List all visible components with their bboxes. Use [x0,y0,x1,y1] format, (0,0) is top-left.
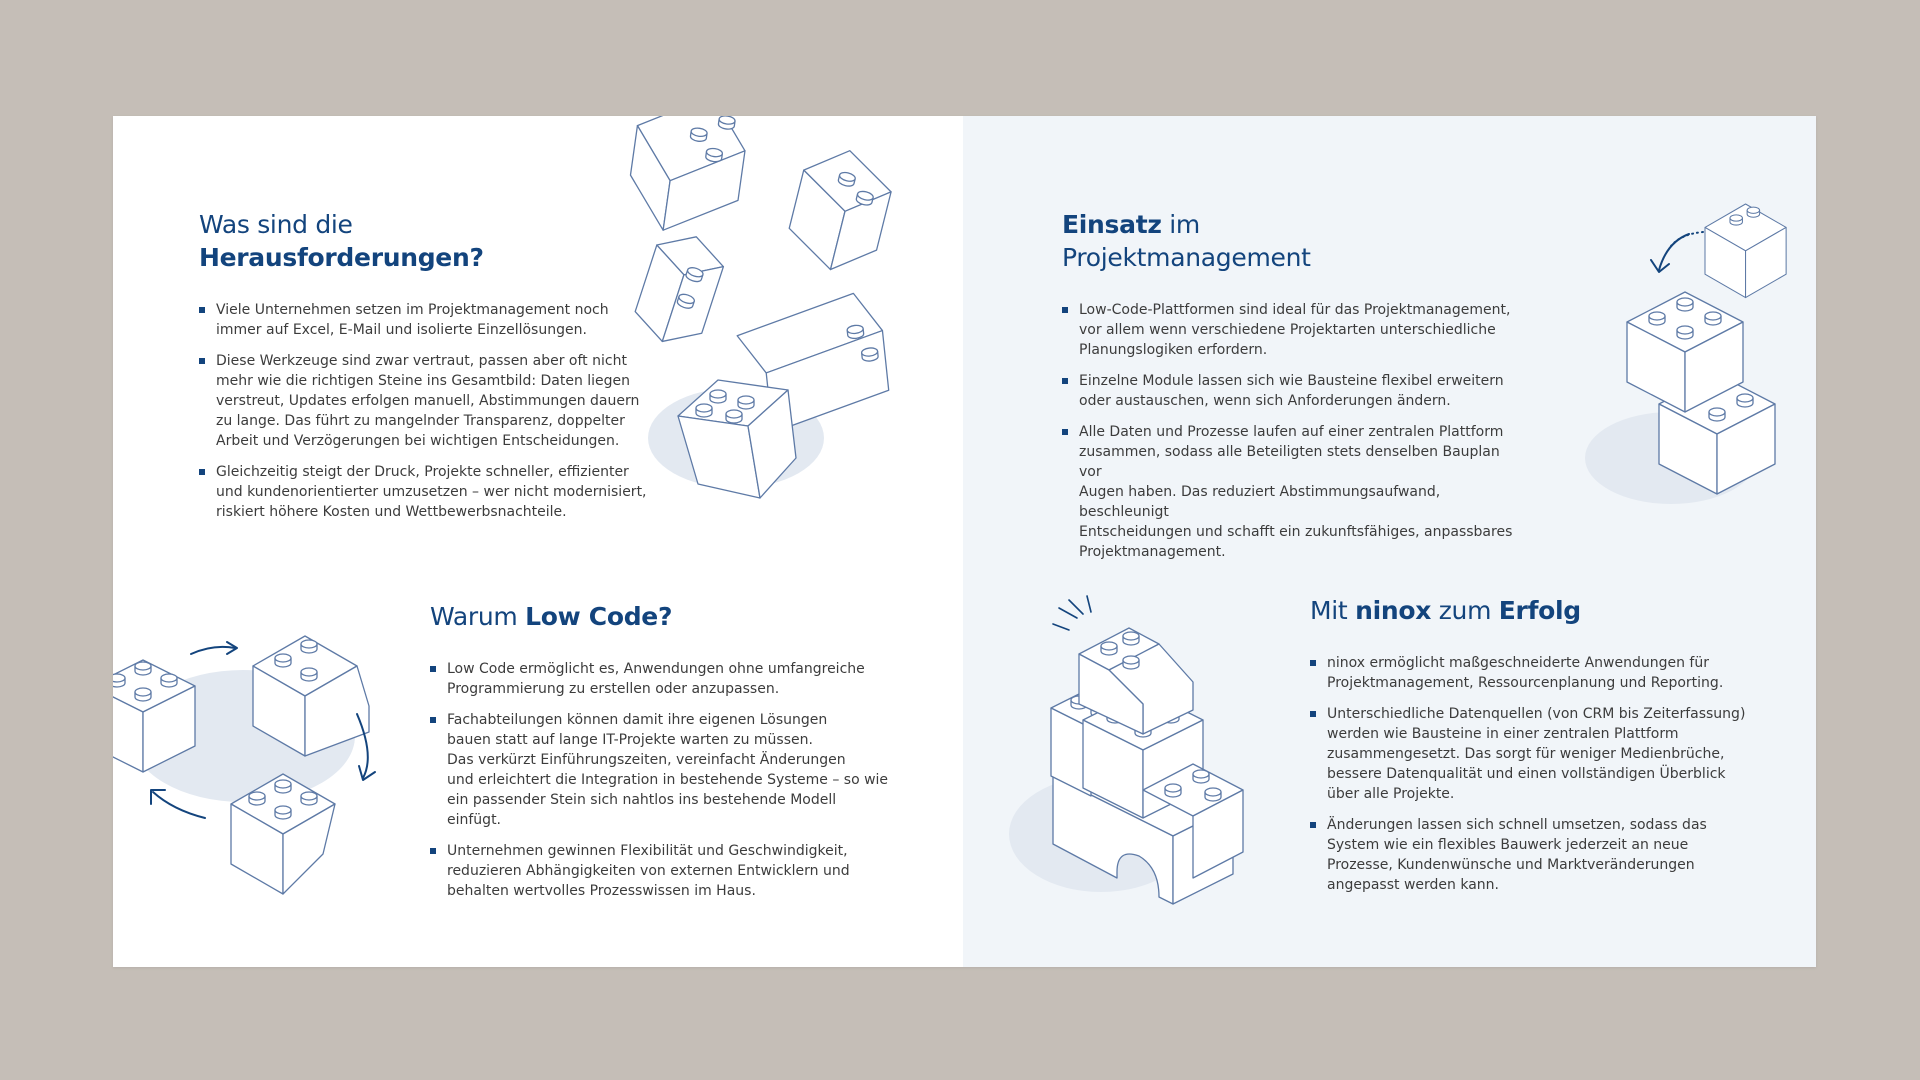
list-item: Unterschiedliche Datenquellen (von CRM bis Zeiterfassung) werden wie Bausteine in einer zentralen Plattform zusammengesetzt. Das sorgt für weniger Medienbrüche, bessere Datenqualität und einen vollständigen Überblick über alle Projekte. [1310,704,1780,804]
list-item: ninox ermöglicht maßgeschneiderte Anwendungen für Projektmanagement, Ressourcenplanung und Reporting. [1310,653,1780,693]
challenges-heading-bold: Herausforderungen? [199,243,484,272]
usage-heading [1062,208,1522,274]
lowcode-heading-light: Warum [430,602,518,631]
challenges-list [199,300,669,522]
list-item: Diese Werkzeuge sind zwar vertraut, passen aber oft nicht mehr wie die richtigen Steine ins Gesamtbild: Daten liegen verstreut, Updates erfolgen manuell, Abstimmungen dauern zu lange. Das führt zu mangelnder Transparenz, doppelter Arbeit und Verzögerungen bei wichtigen Entscheidungen. [199,351,669,451]
list-item: Low-Code-Plattformen sind ideal für das Projektmanagement, vor allem wenn verschiedene Projektarten unterschiedliche Planungslogiken erfordern. [1062,300,1522,360]
usage-heading-bold: Einsatz [1062,210,1162,239]
right-page [963,116,1816,967]
success-section [1310,594,1780,906]
lowcode-heading-bold: Low Code? [525,602,673,631]
usage-heading-light-2: Projektmanagement [1062,243,1311,272]
list-item: Viele Unternehmen setzen im Projektmanagement noch immer auf Excel, E-Mail und isolierte Einzellösungen. [199,300,669,340]
success-heading-light-2: zum [1438,596,1492,625]
usage-heading-light: im [1169,210,1200,239]
success-heading-brand: ninox [1355,596,1432,625]
challenges-heading [199,208,669,274]
success-heading-light: Mit [1310,596,1348,625]
usage-list [1062,300,1522,562]
lowcode-section [430,600,890,912]
list-item: Gleichzeitig steigt der Druck, Projekte schneller, effizienter und kundenorientierter umzusetzen – wer nicht modernisiert, riskiert höhere Kosten und Wettbewerbsnachteile. [199,462,669,522]
list-item: Unternehmen gewinnen Flexibilität und Geschwindigkeit, reduzieren Abhängigkeiten von externen Entwicklern und behalten wertvolles Prozesswissen im Haus. [430,841,890,901]
lowcode-list [430,659,890,901]
list-item: Fachabteilungen können damit ihre eigenen Lösungen bauen statt auf lange IT-Projekte warten zu müssen. Das verkürzt Einführungszeiten, vereinfacht Änderungen und erleichtert die Integration in bestehende Systeme – so wie ein passender Stein sich nahtlos ins bestehende Modell einfügt. [430,710,890,830]
success-list [1310,653,1780,895]
challenges-section [199,208,669,533]
left-page [113,116,963,967]
usage-section [1062,208,1522,573]
success-heading-bold: Erfolg [1498,596,1581,625]
list-item: Einzelne Module lassen sich wie Bausteine flexibel erweitern oder austauschen, wenn sich Anforderungen ändern. [1062,371,1522,411]
success-heading [1310,594,1780,627]
brochure-spread [113,116,1816,967]
brick-arch-icon [1003,586,1283,896]
challenges-heading-light: Was sind die [199,210,353,239]
list-item: Low Code ermöglicht es, Anwendungen ohne umfangreiche Programmierung zu erstellen oder anzupassen. [430,659,890,699]
list-item: Änderungen lassen sich schnell umsetzen, sodass das System wie ein flexibles Bauwerk jederzeit an neue Prozesse, Kundenwünsche und Marktveränderungen angepasst werden kann. [1310,815,1780,895]
stacking-bricks-icon [1543,166,1793,496]
falling-bricks-icon [633,116,963,496]
cycle-bricks-icon [113,596,403,896]
list-item: Alle Daten und Prozesse laufen auf einer zentralen Plattform zusammen, sodass alle Beteiligten stets denselben Bauplan vor Augen haben. Das reduziert Abstimmungsaufwand, beschleunigt Entscheidungen und schafft ein zukunftsfähiges, anpassbares Projektmanagement. [1062,422,1522,562]
lowcode-heading [430,600,890,633]
